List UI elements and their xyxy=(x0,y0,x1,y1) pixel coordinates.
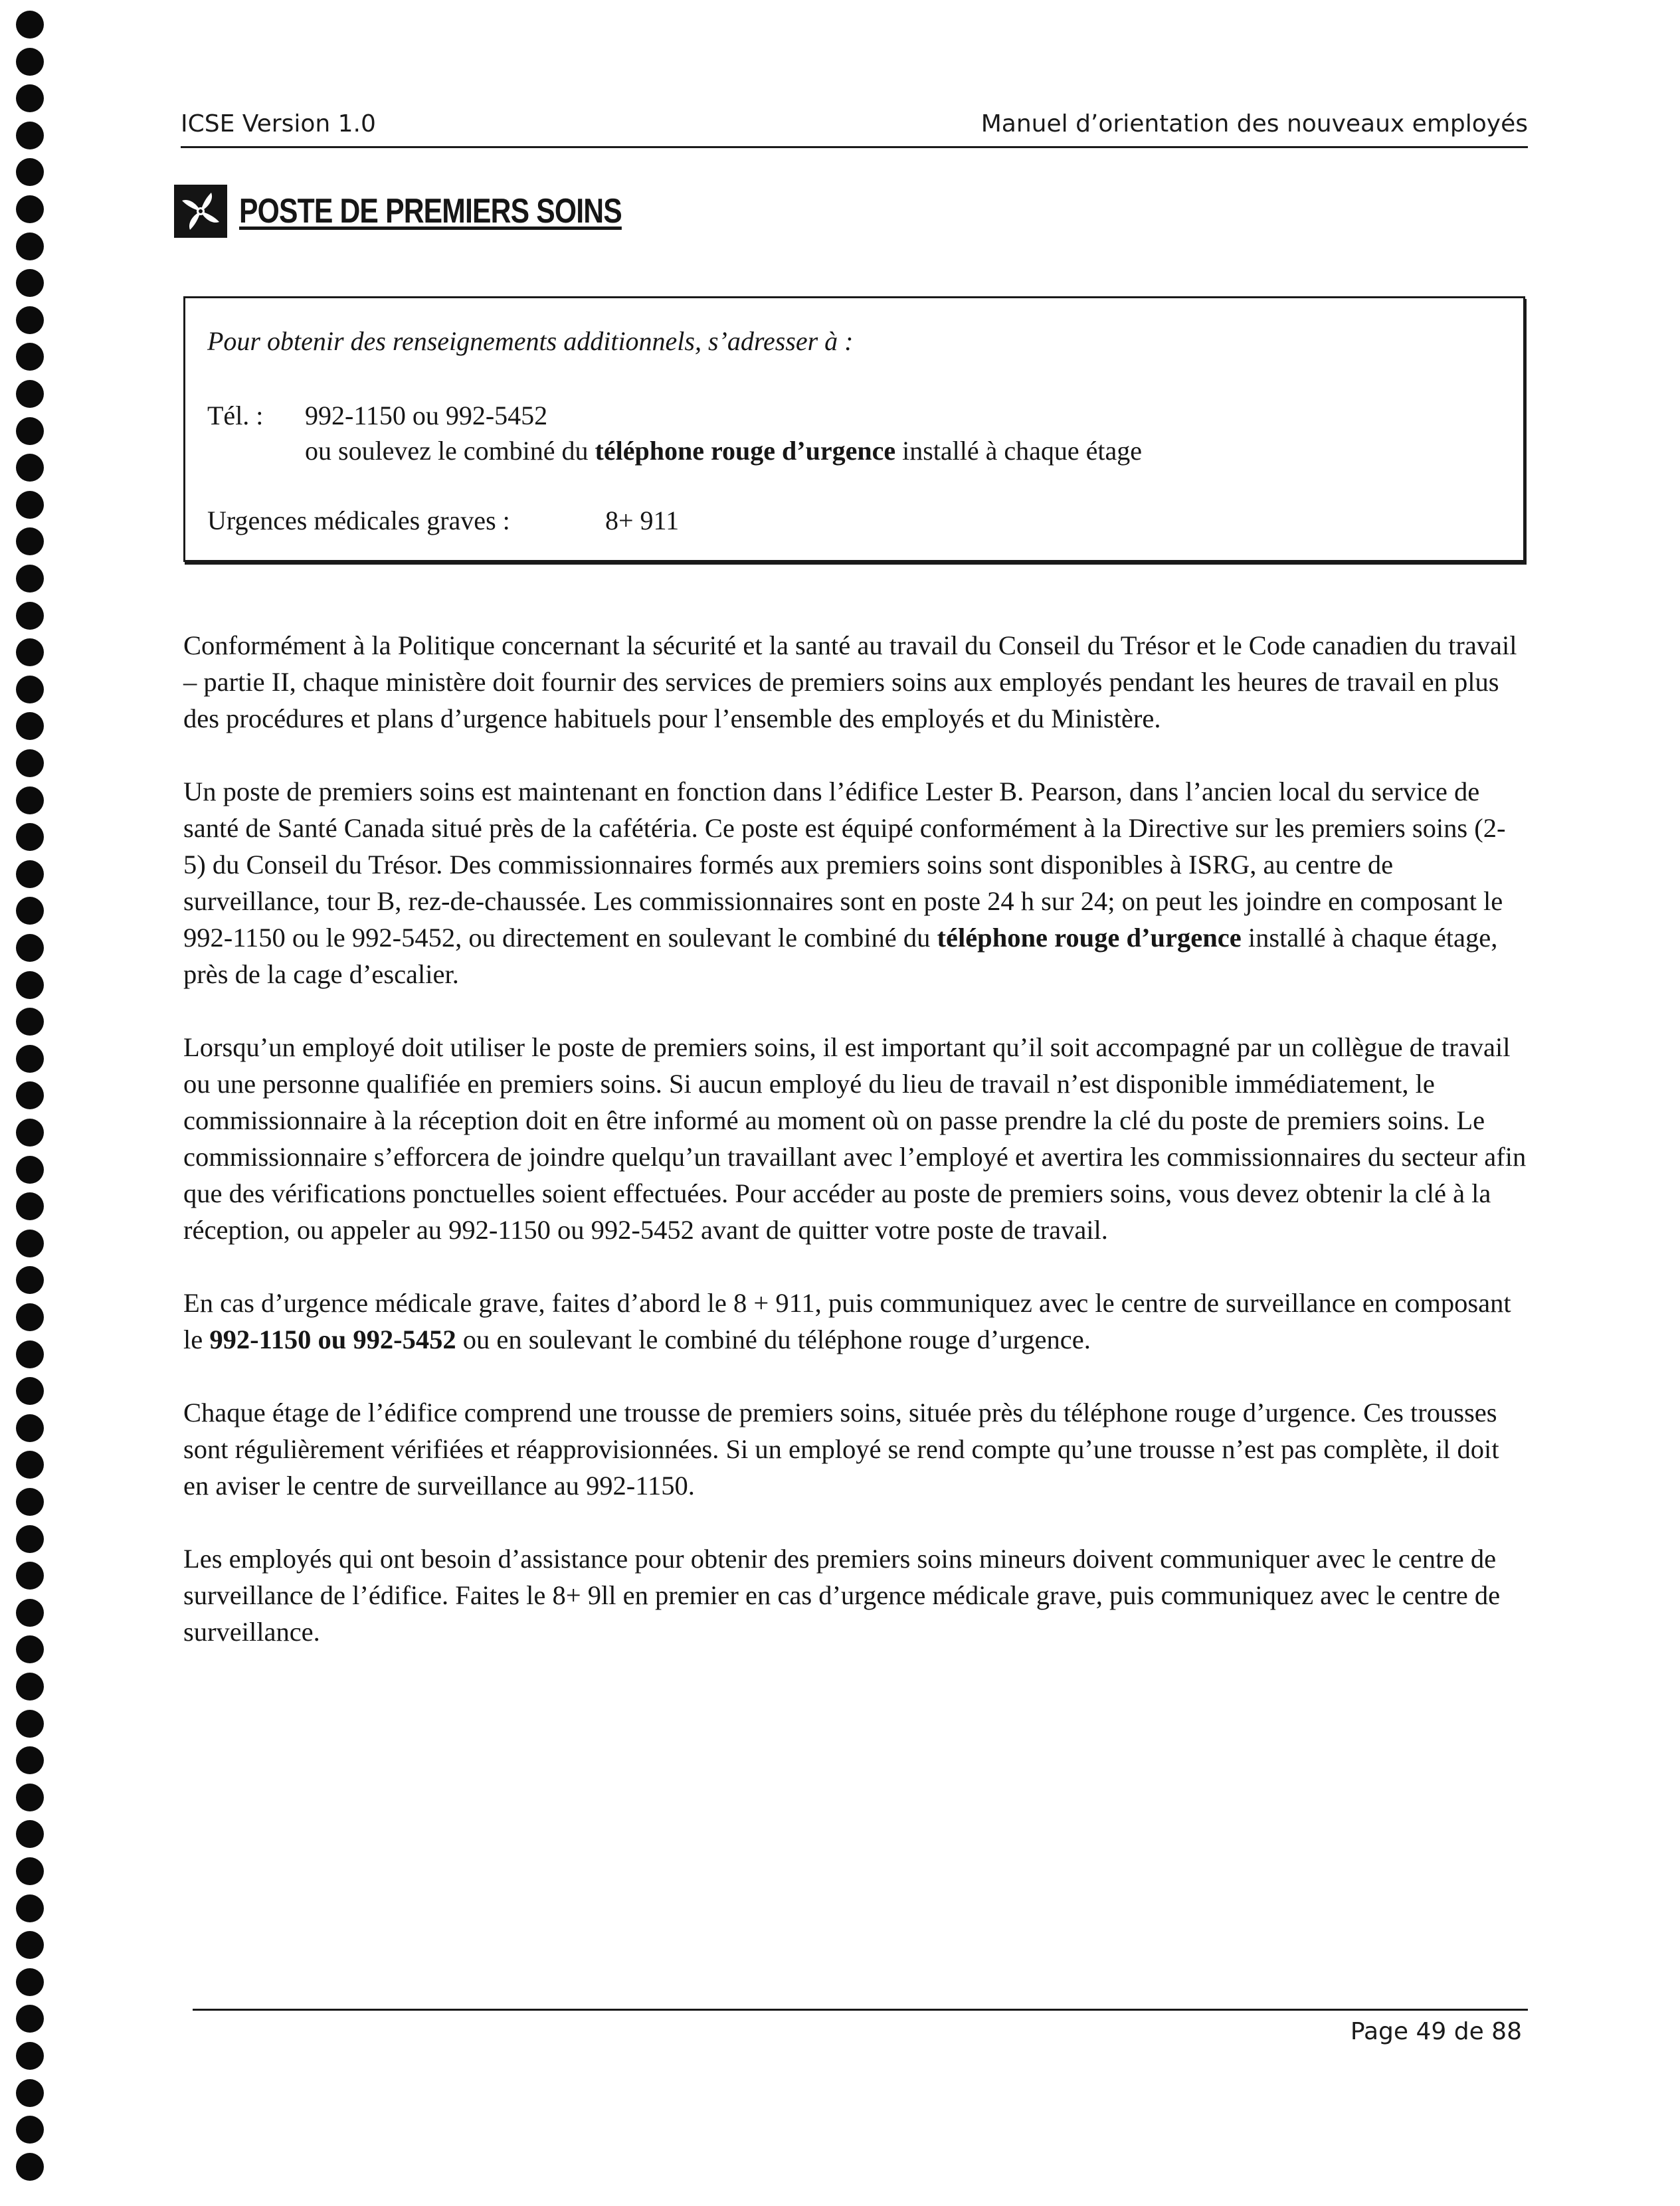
paragraph-first-aid-post xyxy=(183,773,1528,992)
binding-hole xyxy=(16,1710,44,1738)
binding-hole xyxy=(16,1488,44,1516)
paragraph-minor-care: Les employés qui ont besoin d’assistance pour obtenir des premiers soins mineurs doivent communiquer avec le centre de surveillance de l’édifice. Faites le 8+ 9ll en premier en cas d’urgence médicale grave, puis communiquez avec le centre de surveillance. xyxy=(183,1544,1501,1647)
binding-hole xyxy=(16,232,44,260)
binding-hole xyxy=(16,122,44,149)
binding-hole xyxy=(16,1968,44,1996)
binding-holes xyxy=(0,0,60,2206)
binding-hole xyxy=(16,1119,44,1147)
binding-hole xyxy=(16,1045,44,1073)
binding-hole xyxy=(16,2116,44,2144)
binding-hole xyxy=(16,1081,44,1109)
binding-hole xyxy=(16,676,44,703)
binding-hole xyxy=(16,158,44,186)
binding-hole xyxy=(16,1894,44,1922)
binding-hole xyxy=(16,1414,44,1442)
binding-hole xyxy=(16,1931,44,1959)
binding-hole xyxy=(16,1857,44,1885)
paragraph-policy: Conformément à la Politique concernant la sécurité et la santé au travail du Conseil du Trésor et le Code canadien du travail – partie II, chaque ministère doit fournir des services de premiers soins aux employés pendant les heures de travail en plus des procédures et plans d’urgence habituels pour l’ensemble des employés et du Ministère. xyxy=(183,630,1517,733)
binding-hole xyxy=(16,491,44,519)
binding-hole xyxy=(16,2079,44,2107)
tel-alt-prefix: ou soulevez le combiné du xyxy=(305,436,595,466)
red-phone-emphasis: téléphone rouge d’urgence xyxy=(937,923,1242,953)
binding-hole xyxy=(16,1784,44,1811)
binding-hole xyxy=(16,527,44,555)
binding-hole xyxy=(16,1230,44,1257)
tel-alternative xyxy=(305,434,1142,468)
binding-hole xyxy=(16,2042,44,2070)
binding-hole xyxy=(16,1673,44,1700)
binding-hole xyxy=(16,1525,44,1553)
tel-label: Tél. : xyxy=(207,401,264,430)
binding-hole xyxy=(16,1599,44,1627)
binding-hole xyxy=(16,11,44,39)
running-header xyxy=(181,105,1528,148)
body-text xyxy=(183,627,1528,1687)
binding-hole xyxy=(16,1377,44,1405)
page-number: Page 49 de 88 xyxy=(1350,2018,1522,2045)
binding-hole xyxy=(16,1192,44,1220)
binding-hole xyxy=(16,2005,44,2033)
binding-hole xyxy=(16,84,44,112)
binding-hole xyxy=(16,786,44,814)
binding-hole xyxy=(16,269,44,297)
paragraph-text: En cas d’urgence médicale grave, faites d’abord le 8 + 911, puis communiquez avec le centre de surveillance en composant le xyxy=(183,1288,1511,1354)
binding-hole xyxy=(16,602,44,630)
paragraph-usage: Lorsqu’un employé doit utiliser le poste de premiers soins, il est important qu’il soit accompagné par un collègue de travail ou une personne qualifiée en premiers soins. Si aucun employé du lieu de travail n’est disponible immédiatement, le commissionnaire à la réception doit en être informé au moment où on passe prendre la clé du poste de premiers soins. Le commissionnaire s’efforcera de joindre quelqu’un travaillant avec l’employé et avertira les commissionnaires du secteur afin que des vérifications ponctuelles soient effectuées. Pour accéder au poste de premiers soins, vous devez obtenir la clé à la réception, ou appeler au 992-1150 ou 992-5452 avant de quitter votre poste de travail. xyxy=(183,1032,1527,1245)
binding-hole xyxy=(16,306,44,334)
document-version: ICSE Version 1.0 xyxy=(181,110,376,138)
paragraph-kits: Chaque étage de l’édifice comprend une trousse de premiers soins, située près du téléphone rouge d’urgence. Ces trousses sont régulièrement vérifiées et réapprovisionnées. Si un employé se rend compte qu’une trousse n’est pas complète, il doit en aviser le centre de surveillance au 992-1150. xyxy=(183,1398,1499,1501)
binding-hole xyxy=(16,1562,44,1590)
binding-hole xyxy=(16,749,44,777)
tel-numbers: 992-1150 ou 992-5452 xyxy=(305,401,548,430)
binding-hole xyxy=(16,380,44,408)
urgences-number: 8+ 911 xyxy=(605,506,680,535)
binding-hole xyxy=(16,971,44,999)
page-title: POSTE DE PREMIERS SOINS xyxy=(239,192,622,230)
binding-hole xyxy=(16,1303,44,1331)
first-aid-icon xyxy=(174,185,227,238)
paragraph-text: Un poste de premiers soins est maintenant en fonction dans l’édifice Lester B. Pearson, dans l’ancien local du service de santé de Santé Canada situé près de la cafétéria. Ce poste est équipé conformément à la Directive sur les premiers soins (2-5) du Conseil du Trésor. Des commissionnaires formés aux premiers soins sont disponibles à ISRG, au centre de surveillance, tour B, rez-de-chaussée. Les commissionnaires sont en poste 24 h sur 24; on peut les joindre en composant le 992-1150 ou le 992-5452, ou directement en soulevant le combiné du xyxy=(183,777,1506,953)
urgences-label: Urgences médicales graves : xyxy=(207,506,510,535)
phone-numbers-emphasis: 992-1150 ou 992-5452 xyxy=(209,1325,456,1354)
binding-hole xyxy=(16,1340,44,1368)
paragraph-text: ou en soulevant le combiné du téléphone rouge d’urgence. xyxy=(456,1325,1091,1354)
binding-hole xyxy=(16,417,44,445)
document-title: Manuel d’orientation des nouveaux employés xyxy=(980,110,1528,138)
contact-box-heading: Pour obtenir des renseignements additionnels, s’adresser à : xyxy=(207,326,854,356)
contact-info-box xyxy=(183,296,1525,562)
paragraph-text: installé à chaque étage, près de la cage d’escalier. xyxy=(183,923,1498,989)
paragraph-emergency xyxy=(183,1285,1528,1358)
red-phone-emphasis: téléphone rouge d’urgence xyxy=(595,436,896,466)
binding-hole xyxy=(16,1156,44,1184)
binding-hole xyxy=(16,2153,44,2181)
binding-hole xyxy=(16,897,44,925)
binding-hole xyxy=(16,1820,44,1848)
binding-hole xyxy=(16,1266,44,1294)
tel-alt-suffix: installé à chaque étage xyxy=(895,436,1143,466)
binding-hole xyxy=(16,638,44,666)
binding-hole xyxy=(16,1451,44,1479)
binding-hole xyxy=(16,1008,44,1036)
binding-hole xyxy=(16,712,44,740)
binding-hole xyxy=(16,934,44,962)
footer-rule xyxy=(193,2009,1528,2011)
binding-hole xyxy=(16,1746,44,1774)
binding-hole xyxy=(16,48,44,76)
binding-hole xyxy=(16,454,44,482)
binding-hole xyxy=(16,565,44,593)
binding-hole xyxy=(16,343,44,371)
section-heading xyxy=(174,185,705,238)
binding-hole xyxy=(16,1635,44,1663)
binding-hole xyxy=(16,823,44,851)
binding-hole xyxy=(16,860,44,888)
binding-hole xyxy=(16,195,44,223)
